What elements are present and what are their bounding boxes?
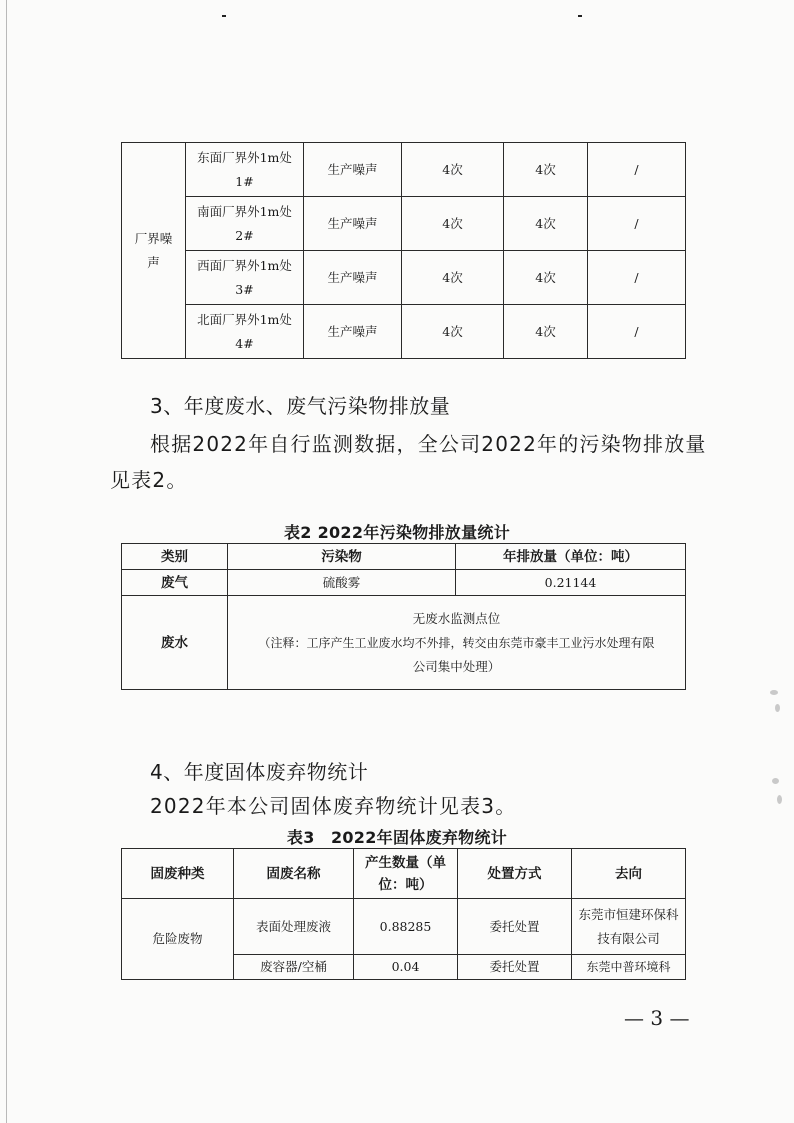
count-cell: 4次	[504, 251, 588, 305]
scan-speck	[777, 795, 782, 804]
waste-name: 废容器/空桶	[234, 955, 354, 980]
header-quantity: 产生数量（单位：吨）	[354, 849, 458, 899]
count-cell: 4次	[402, 197, 504, 251]
header-category: 类别	[122, 544, 228, 570]
table-row	[122, 197, 686, 251]
count-cell: 4次	[402, 251, 504, 305]
table-row	[122, 570, 686, 596]
waste-amount: 0.04	[354, 955, 458, 980]
note-cell: /	[588, 305, 686, 359]
page-number: — 3 —	[624, 1006, 690, 1030]
noise-monitoring-table	[121, 142, 686, 359]
gas-label: 废气	[122, 570, 228, 596]
section3-paragraph-line1: 根据2022年自行监测数据，全公司2022年的污染物排放量	[150, 432, 707, 456]
scan-mark-right	[578, 15, 582, 17]
water-label: 废水	[122, 596, 228, 690]
emission-table	[121, 543, 686, 690]
scan-mark-left	[222, 15, 226, 17]
count-cell: 4次	[504, 305, 588, 359]
table3-caption: 表3 2022年固体废弃物统计	[286, 828, 508, 847]
table-header-row	[122, 849, 686, 899]
section3-paragraph-line2: 见表2。	[110, 468, 188, 492]
point-cell: 东面厂界外1m处1#	[186, 143, 304, 197]
source-cell: 生产噪声	[304, 251, 402, 305]
gas-amount: 0.21144	[456, 570, 686, 596]
scan-speck	[775, 704, 780, 712]
table-row	[122, 143, 686, 197]
scan-left-edge	[6, 0, 7, 1123]
table-row	[122, 251, 686, 305]
waste-category: 危险废物	[122, 899, 234, 980]
point-cell: 北面厂界外1m处4#	[186, 305, 304, 359]
table-row	[122, 305, 686, 359]
header-waste-type: 固废种类	[122, 849, 234, 899]
table-row	[122, 596, 686, 690]
note-cell: /	[588, 143, 686, 197]
header-method: 处置方式	[458, 849, 572, 899]
count-cell: 4次	[504, 197, 588, 251]
table2-caption: 表2 2022年污染物排放量统计	[283, 523, 511, 542]
table-row	[122, 899, 686, 955]
header-amount: 年排放量（单位：吨）	[456, 544, 686, 570]
waste-method: 委托处置	[458, 955, 572, 980]
header-destination: 去向	[572, 849, 686, 899]
group-cell	[122, 143, 186, 359]
waste-method: 委托处置	[458, 899, 572, 955]
water-note-line3: 公司集中处理）	[412, 658, 501, 674]
water-note-cell	[228, 596, 686, 690]
source-cell: 生产噪声	[304, 197, 402, 251]
water-note-line2: （注释：工序产生工业废水均不外排，转交由东莞市豪丰工业污水处理有限	[258, 635, 655, 650]
source-cell: 生产噪声	[304, 305, 402, 359]
header-pollutant: 污染物	[228, 544, 456, 570]
point-cell: 南面厂界外1m处2#	[186, 197, 304, 251]
waste-destination: 东莞市恒建环保科技有限公司	[572, 899, 686, 955]
note-cell: /	[588, 251, 686, 305]
point-cell: 西面厂界外1m处3#	[186, 251, 304, 305]
scan-speck	[770, 690, 778, 695]
table-header-row	[122, 544, 686, 570]
section4-heading: 4、年度固体废弃物统计	[150, 760, 369, 784]
gas-pollutant: 硫酸雾	[228, 570, 456, 596]
section4-paragraph: 2022年本公司固体废弃物统计见表3。	[150, 794, 517, 818]
count-cell: 4次	[402, 305, 504, 359]
scan-speck	[772, 778, 779, 784]
water-note-line1: 无废水监测点位	[412, 610, 501, 626]
source-cell: 生产噪声	[304, 143, 402, 197]
waste-amount: 0.88285	[354, 899, 458, 955]
header-waste-name: 固废名称	[234, 849, 354, 899]
note-cell: /	[588, 197, 686, 251]
waste-destination: 东莞中普环境科	[572, 955, 686, 980]
count-cell: 4次	[504, 143, 588, 197]
count-cell: 4次	[402, 143, 504, 197]
solid-waste-table	[121, 848, 686, 980]
section3-heading: 3、年度废水、废气污染物排放量	[150, 394, 451, 418]
waste-name: 表面处理废液	[234, 899, 354, 955]
group-label: 厂界噪声	[134, 230, 173, 270]
